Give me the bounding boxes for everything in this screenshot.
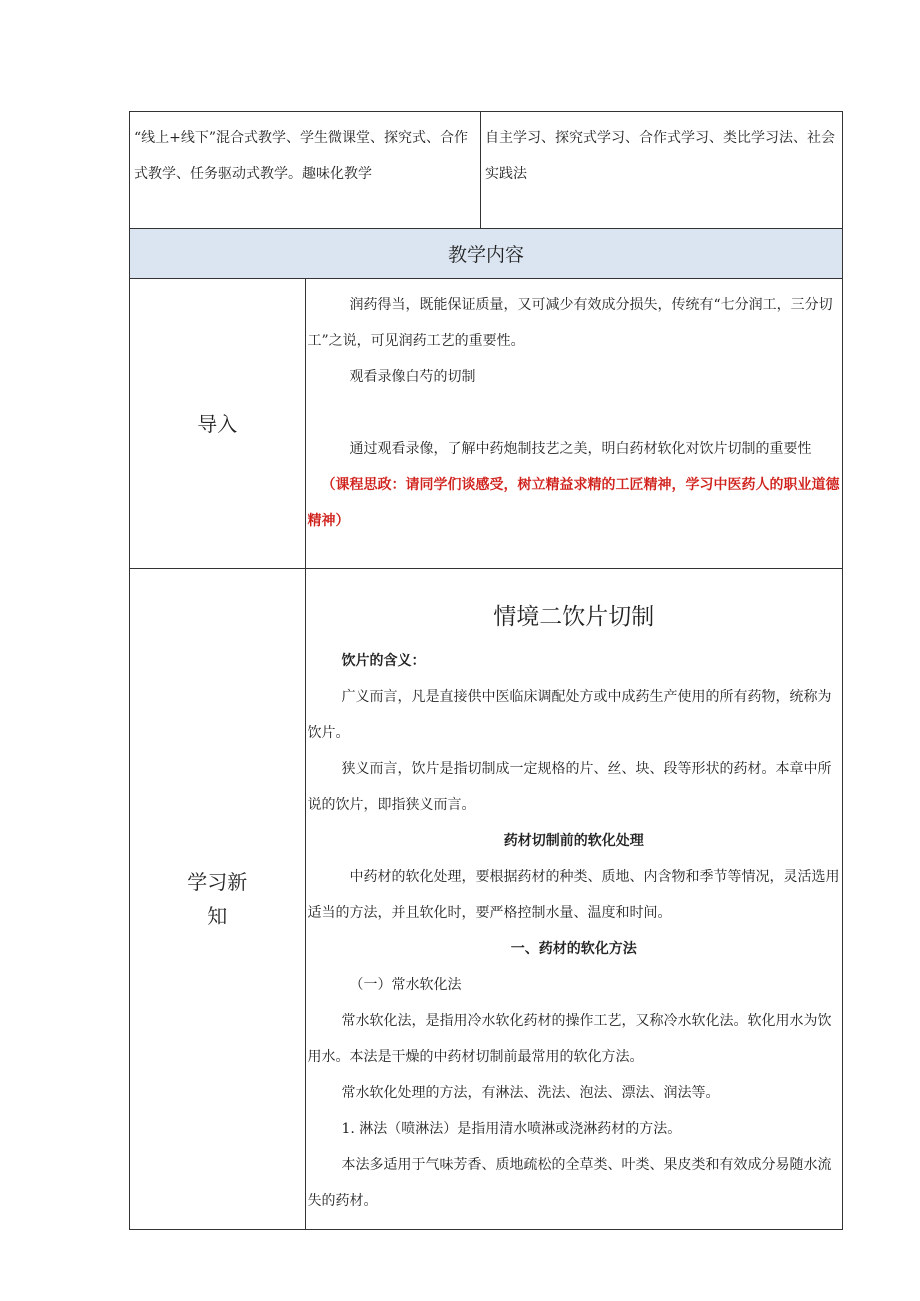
ideology-note: （课程思政：请同学们谈感受，树立精益求精的工匠精神，学习中医药人的职业道德精神） <box>307 477 840 529</box>
sub-heading: （一）常水软化法 <box>349 977 462 993</box>
softening-heading: 药材切制前的软化处理 <box>503 833 644 849</box>
new-knowledge-label-text: 学习新知 <box>187 870 248 928</box>
intro-paragraph-1: 润药得当，既能保证质量，又可减少有效成分损失，传统有“七分润工，三分切工”之说，可见润药工艺的重要性。 <box>307 297 833 349</box>
methods-row <box>130 112 843 229</box>
definition-heading: 饮片的含义： <box>341 653 426 669</box>
softening-text: 中药材的软化处理，要根据药材的种类、质地、内含物和季节等情况，灵活选用适当的方法，并且软化时，要严格控制水量、温度和时间。 <box>307 869 840 921</box>
new-knowledge-row <box>130 569 843 1230</box>
cold-water-definition: 常水软化法，是指用冷水软化药材的操作工艺，又称冷水软化法。软化用水为饮用水。本法是干燥的中药材切制前最常用的软化方法。 <box>307 1013 832 1065</box>
spacer <box>308 395 841 431</box>
broad-definition: 广义而言，凡是直接供中医临床调配处方或中成药生产使用的所有药物，统称为饮片。 <box>307 689 832 741</box>
teaching-methods-cell <box>130 112 481 229</box>
intro-row <box>130 279 843 569</box>
intro-paragraph-2: 观看录像白芍的切制 <box>349 369 476 385</box>
header-row <box>130 229 843 279</box>
learning-methods-cell <box>481 112 843 229</box>
teaching-methods-text: “线上+线下”混合式教学、学生微课堂、探究式、合作式教学、任务驱动式教学。趣味化教学 <box>134 130 469 182</box>
cold-water-methods: 常水软化处理的方法，有淋法、洗法、泡法、漂法、润法等。 <box>341 1085 720 1101</box>
intro-label: 导入 <box>130 279 306 569</box>
section-title: 情境二饮片切制 <box>493 604 655 630</box>
method-heading: 一、药材的软化方法 <box>510 941 637 957</box>
new-knowledge-content <box>305 569 843 1230</box>
teaching-content-header: 教学内容 <box>130 229 843 279</box>
lin-method-usage: 本法多适用于气味芳香、质地疏松的全草类、叶类、果皮类和有效成分易随水流失的药材。 <box>307 1157 832 1209</box>
new-knowledge-label <box>130 569 306 1230</box>
learning-methods-text: 自主学习、探究式学习、合作式学习、类比学习法、社会实践法 <box>485 130 835 182</box>
lin-method-definition: 1. 淋法（喷淋法）是指用清水喷淋或浇淋药材的方法。 <box>341 1121 682 1137</box>
lesson-plan <box>129 111 843 1230</box>
intro-paragraph-3: 通过观看录像，了解中药炮制技艺之美，明白药材软化对饮片切制的重要性 <box>349 441 812 457</box>
lesson-table <box>129 111 843 1230</box>
intro-content <box>305 279 843 569</box>
narrow-definition: 狭义而言，饮片是指切制成一定规格的片、丝、块、段等形状的药材。本章中所说的饮片，即指狭义而言。 <box>307 761 832 813</box>
